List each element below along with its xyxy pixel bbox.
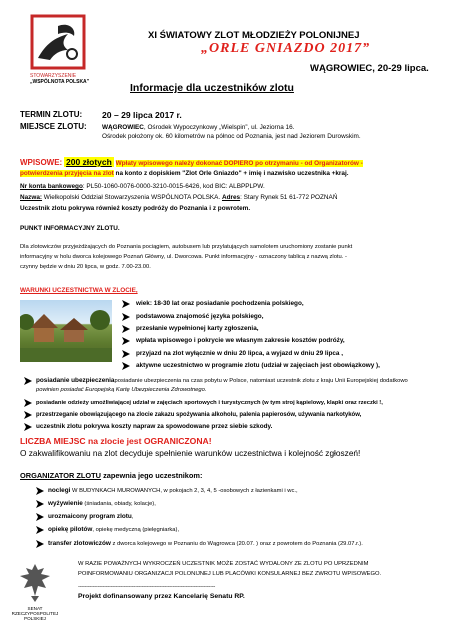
bullet-arrow-icon bbox=[24, 423, 32, 431]
bullet-arrow-icon bbox=[122, 350, 130, 358]
bullet-arrow-icon bbox=[24, 399, 32, 407]
organizer-item-bold: urozmaicony program zlotu bbox=[48, 513, 132, 520]
term-value: 20 – 29 lipca 2017 r. bbox=[102, 110, 182, 120]
fee-line-2 bbox=[20, 170, 349, 178]
logo-text-1: STOWARZYSZENIE bbox=[30, 73, 77, 79]
logo-eagle-icon bbox=[28, 14, 88, 72]
organizer-item-bold: wyżywienie bbox=[48, 500, 83, 507]
recipient-label: Nazwa: bbox=[20, 194, 43, 201]
place-line-2: Ośrodek położony ok. 60 kilometrów na północ od Poznania, jest nad Jeziorem Durowskim. bbox=[102, 133, 361, 140]
organizer-item-text: , bbox=[131, 514, 134, 520]
organizer-item-bold: noclegi bbox=[48, 487, 71, 494]
place-detail: , Ośrodek Wypoczynkowy „Wielspin”, ul. Jeziorna 16. bbox=[143, 124, 295, 131]
info-point-line-2: informacyjny w holu dworca kolejowego Poznań Główny, ul. Dworcowa. Punkt informacyjny - oznaczony tablicą z nazwą zlotu. - bbox=[20, 254, 347, 260]
event-title: XI ŚWIATOWY ZLOT MŁODZIEŻY POLONIJNEJ bbox=[148, 30, 360, 41]
place-line-1 bbox=[102, 124, 294, 132]
bullet-arrow-icon bbox=[36, 513, 44, 521]
organizer-item-bold: opiekę pilotów bbox=[48, 526, 93, 533]
photo-scene-icon bbox=[20, 300, 112, 362]
info-point-line-3: czynny będzie w dniu 20 lipca, w godz. 7.00-23.00. bbox=[20, 264, 151, 270]
clothes-text: posiadanie odzieży umożliwiającej udział w zajęciach sportowych i turystycznych (w tym stroj kąpielowy, klapki oraz rzeczki !, bbox=[36, 400, 383, 406]
footer-notice-2: POINFORMOWANIU ORGANIZACJI POLONIJNEJ LUB PLACÓWKI KONSULARNEJ BEZ ZWROTU WPISOWEGO. bbox=[78, 571, 382, 577]
bullet-arrow-icon bbox=[122, 325, 130, 333]
organizer-item-text: z dworca kolejowego w Poznaniu do Wągrowca (20.07. ) oraz z powrotem do Poznania (29.07.r.). bbox=[110, 541, 363, 547]
senate-emblem bbox=[11, 560, 59, 628]
costs-text: uczestnik zlotu pokrywa koszty napraw za spowodowane przez siebie szkody. bbox=[36, 423, 273, 430]
organizer-item-text: (śniadania, obiady, kolacje), bbox=[82, 501, 156, 507]
conditions-heading: WARUNKI UCZESTNICTWA W ZLOCIE, bbox=[20, 287, 138, 294]
bullet-arrow-icon bbox=[122, 362, 130, 370]
insurance-bold: posiadanie ubezpieczenia bbox=[36, 377, 115, 384]
footer-notice-1: W RAZIE POWAŻNYCH WYKROCZEŃ UCZESTNIK MOŻE ZOSTAĆ WYDALONY ZE ZLOTU PO UPRZEDNIM bbox=[78, 561, 369, 567]
place-name: WĄGROWIEC bbox=[102, 124, 144, 131]
fee-note-1: Wpłaty wpisowego należy dokonać DOPIERO po otrzymaniu - od Organizatorów - bbox=[115, 160, 363, 167]
condition-text: podstawowa znajomość języka polskiego, bbox=[136, 313, 264, 320]
bullet-arrow-icon bbox=[36, 526, 44, 534]
organizer-item-bold: transfer zlotowiczów bbox=[48, 540, 111, 547]
account-value: : PL50-1060-0076-0000-3210-0015-6426, kod BIC: ALBPPLPW. bbox=[82, 183, 265, 190]
address-label: Adres bbox=[221, 194, 241, 201]
rules-text: przestrzeganie obowiązującego na zlocie zakazu spożywania alkoholu, palenia papierosów, używania narkotyków, bbox=[36, 412, 362, 418]
bullet-arrow-icon bbox=[24, 377, 32, 385]
bullet-arrow-icon bbox=[122, 300, 130, 308]
fee-amount: 200 złotych bbox=[66, 157, 112, 167]
bullet-arrow-icon bbox=[122, 337, 130, 345]
bullet-arrow-icon bbox=[36, 487, 44, 495]
bullet-arrow-icon bbox=[122, 313, 130, 321]
footer-project: Projekt dofinansowany przez Kancelarię Senatu RP. bbox=[78, 593, 245, 600]
event-name: „ORLE GNIAZDO 2017” bbox=[201, 41, 371, 56]
travel-note: Uczestnik zlotu pokrywa również koszty podróży do Poznania i z powrotem. bbox=[20, 205, 251, 212]
event-place-date: WĄGROWIEC, 20-29 lipca. bbox=[310, 63, 429, 74]
info-point-line-1: Dla zlotowiczów przyjeżdżających do Poznania pociągiem, autobusem lub przylatujących samolotem uruchomiony zostanie punkt bbox=[20, 244, 353, 250]
senate-text-2: RZECZYPOSPOLITEJ bbox=[11, 611, 59, 616]
account-label: Nr konta bankowego bbox=[20, 183, 83, 190]
camp-photo bbox=[20, 300, 112, 362]
fee-line-1 bbox=[20, 158, 363, 168]
account-line bbox=[20, 183, 265, 191]
senate-eagle-icon bbox=[14, 560, 56, 604]
organizer-heading-line bbox=[20, 472, 202, 480]
recipient-value: Wielkopolski Oddział Stowarzyszenia WSPÓLNOTA POLSKA. bbox=[42, 194, 222, 201]
bullet-arrow-icon bbox=[36, 500, 44, 508]
logo bbox=[28, 14, 88, 84]
fee-note-2: potwierdzenia przyjęcia na zlot bbox=[20, 170, 114, 177]
address-value: : Stary Rynek 51 61-772 POZNAŃ bbox=[240, 194, 338, 201]
senate-text-1: SENAT bbox=[27, 606, 43, 611]
insurance-text: posiadanie ubezpieczenia na czas pobytu w Polsce, natomiast uczestnik zlotu z kraju Unii Europejskiej dodatkowo bbox=[114, 378, 408, 384]
fee-label: WPISOWE: bbox=[20, 158, 63, 167]
bullet-arrow-icon bbox=[24, 411, 32, 419]
page-subtitle: Informacje dla uczestników zlotu bbox=[130, 82, 294, 94]
footer-dashes: ------------------------------------------------------------------------------------ bbox=[78, 584, 215, 590]
senate-text-3: POLSKIEJ bbox=[24, 616, 46, 621]
organizer-item-text: W BUDYNKACH MUROWANYCH, w pokojach 2, 3, 4, 5 -osobowych z łazienkami i wc., bbox=[70, 488, 298, 494]
place-label: MIEJSCE ZLOTU: bbox=[20, 122, 87, 131]
limited-places: LICZBA MIEJSC na zlocie jest OGRANICZONA! bbox=[20, 436, 212, 446]
condition-text: aktywne uczestnictwo w programie zlotu (udział w zajęciach jest obowiązkowy ), bbox=[136, 362, 380, 369]
condition-text: wpłata wpisowego i pokrycie we własnym zakresie kosztów podróży, bbox=[136, 337, 345, 344]
organizer-heading-rest: zapewnia jego uczestnikom: bbox=[101, 471, 203, 480]
condition-text: przyjazd na zlot wyłącznie w dniu 20 lipca, a wyjazd w dniu 29 lipca , bbox=[136, 350, 344, 357]
logo-text-2: „WSPÓLNOTA POLSKA” bbox=[30, 79, 90, 85]
qualification-note: O zakwalifikowaniu na zlot decyduje spełnienie warunków uczestnictwa i kolejność zgłoszeń! bbox=[20, 448, 361, 458]
organizer-item-text: , opiekę medyczną (pielęgniarka), bbox=[92, 527, 180, 533]
organizer-heading: ORGANIZATOR ZLOTU bbox=[20, 471, 102, 480]
insurance-text-2: powinien posiadać Europejską Kartę Ubezpieczenia Zdrowotnego. bbox=[36, 387, 207, 393]
info-point-heading: PUNKT INFORMACYJNY ZLOTU. bbox=[20, 225, 120, 232]
term-label: TERMIN ZLOTU: bbox=[20, 110, 83, 119]
fee-note-3: na konto z dopiskiem "Zlot Orle Gniazdo" + imię i nazwisko uczestnika +kraj. bbox=[113, 170, 349, 177]
bullet-arrow-icon bbox=[36, 540, 44, 548]
recipient-line bbox=[20, 194, 337, 202]
condition-text: przesłanie wypełnionej karty zgłoszenia, bbox=[136, 325, 259, 332]
condition-text: wiek: 18-30 lat oraz posiadanie pochodzenia polskiego, bbox=[136, 300, 304, 307]
